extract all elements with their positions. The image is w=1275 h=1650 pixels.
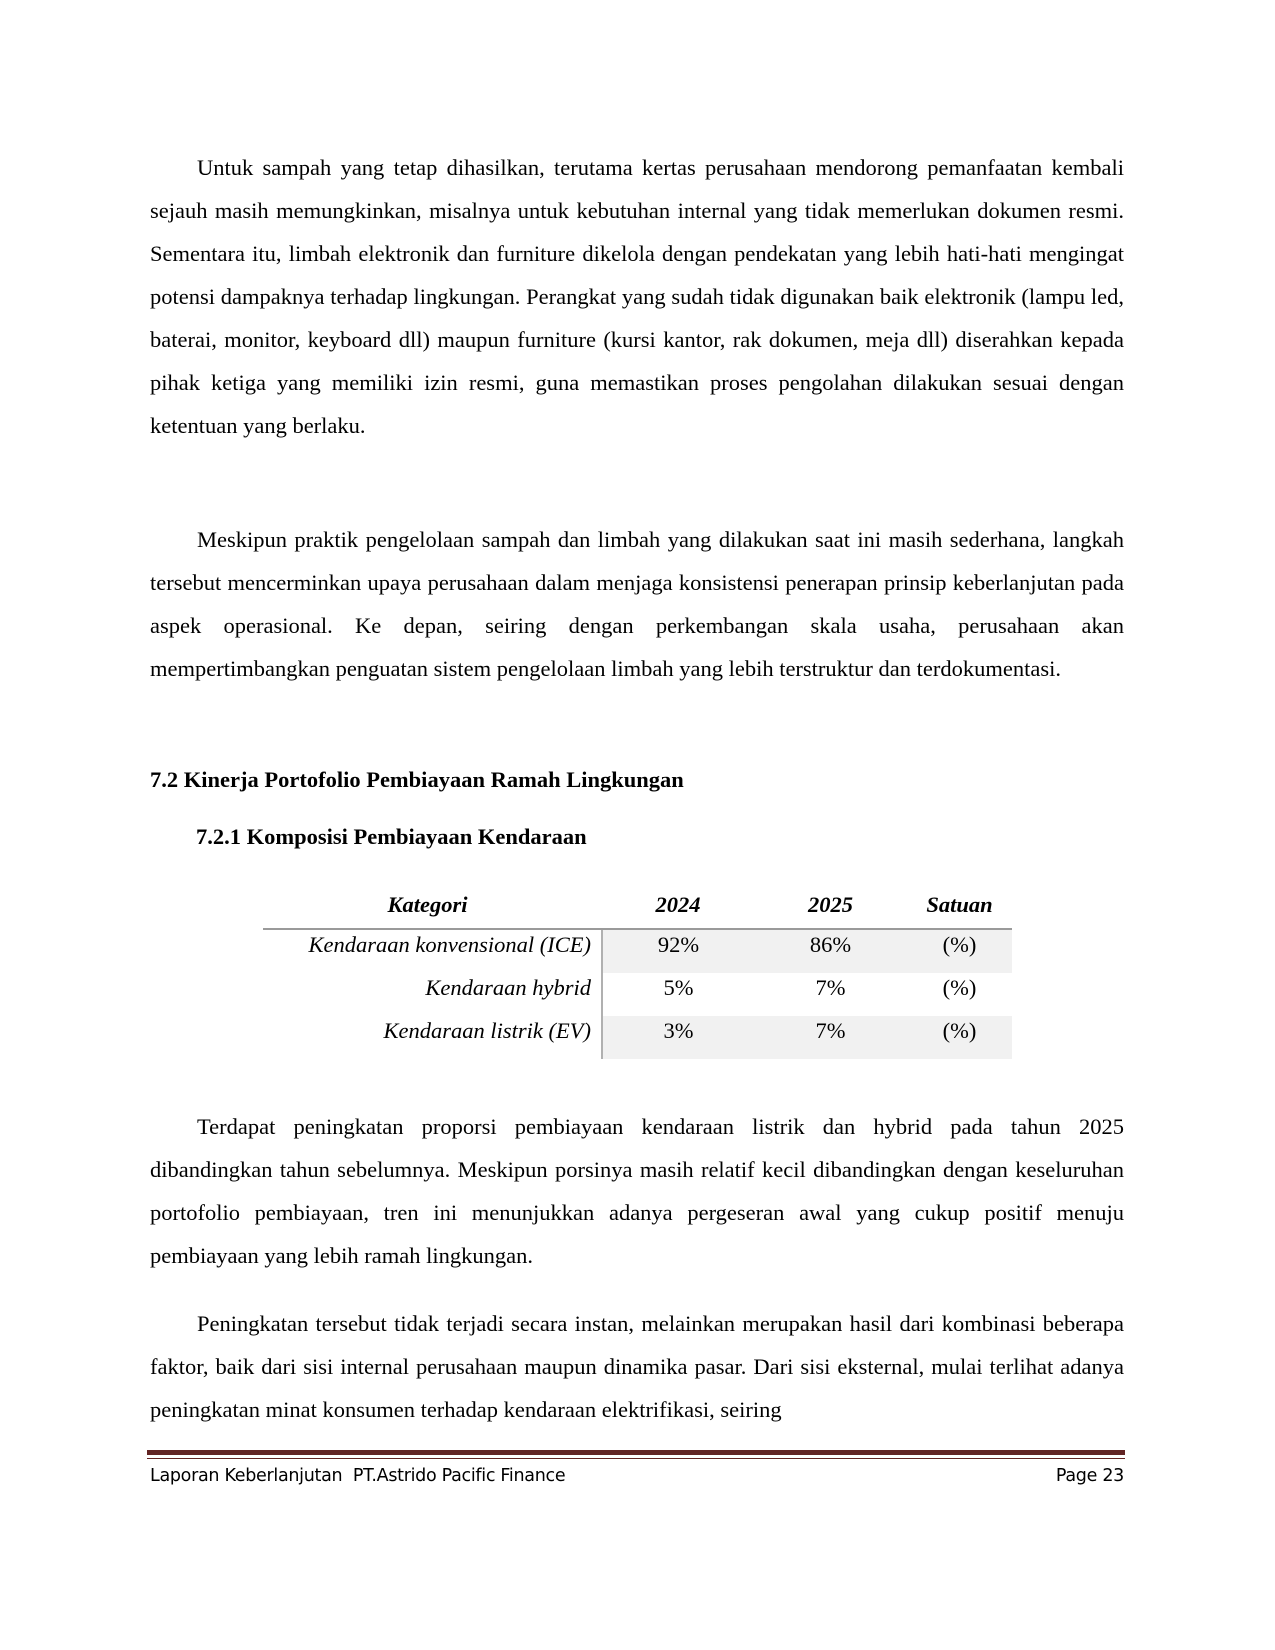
table-row [263, 1016, 1012, 1059]
table-row [263, 929, 1012, 973]
footer-rule [147, 1450, 1125, 1455]
cell-2025: 7% [815, 975, 846, 1000]
column-header-2024: 2024 [602, 882, 754, 929]
row-label: Kendaraan konvensional (ICE) [263, 929, 602, 973]
column-header-kategori: Kategori [263, 882, 602, 929]
column-header-satuan: Satuan [907, 882, 1012, 929]
section-heading: 7.2 Kinerja Portofolio Pembiayaan Ramah Lingkungan [150, 767, 684, 792]
cell-satuan: (%) [907, 929, 1012, 973]
column-header-2025: 2025 [754, 882, 907, 929]
cell-satuan: (%) [942, 975, 977, 1000]
paragraph-waste-reuse: Untuk sampah yang tetap dihasilkan, terutama kertas perusahaan mendorong pemanfaatan kembali sejauh masih memungkinkan, misalnya untuk kebutuhan internal yang tidak memerlukan dokumen resmi. Sementara itu, limbah elektronik dan furniture dikelola dengan pendekatan yang lebih hati-hati mengingat potensi dampaknya terhadap lingkungan. Perangkat yang sudah tidak digunakan baik elektronik (lampu led, baterai, monitor, keyboard dll) maupun furniture (kursi kantor, rak dokumen, meja dll) diserahkan kepada pihak ketiga yang memiliki izin resmi, guna memastikan proses pengolahan dilakukan sesuai dengan ketentuan yang berlaku. [150, 155, 1124, 438]
row-label: Kendaraan listrik (EV) [263, 1016, 602, 1059]
paragraph-contributing-factors: Peningkatan tersebut tidak terjadi secara instan, melainkan merupakan hasil dari kombinasi beberapa faktor, baik dari sisi internal perusahaan maupun dinamika pasar. Dari sisi eksternal, mulai terlihat adanya peningkatan minat konsumen terhadap kendaraan elektrifikasi, seiring [150, 1311, 1124, 1422]
cell-2024: 5% [663, 975, 694, 1000]
footer-report-title: Laporan Keberlanjutan PT.Astrido Pacific Finance [150, 1466, 566, 1486]
footer-rule-thin [147, 1458, 1125, 1459]
cell-2025: 7% [754, 1016, 907, 1059]
cell-2024: 3% [602, 1016, 754, 1059]
footer-page-number: Page 23 [1055, 1466, 1124, 1486]
paragraph-ev-hybrid-trend: Terdapat peningkatan proporsi pembiayaan kendaraan listrik dan hybrid pada tahun 2025 dibandingkan tahun sebelumnya. Meskipun porsinya masih relatif kecil dibandingkan dengan keseluruhan portofolio pembiayaan, tren ini menunjukkan adanya pergeseran awal yang cukup positif menuju pembiayaan yang lebih ramah lingkungan. [150, 1114, 1124, 1268]
subsection-heading: 7.2.1 Komposisi Pembiayaan Kendaraan [196, 824, 587, 849]
table-header-row [263, 882, 1012, 929]
cell-2025: 86% [754, 929, 907, 973]
cell-satuan: (%) [907, 1016, 1012, 1059]
vehicle-financing-composition-table [263, 882, 1012, 1059]
cell-2024: 92% [602, 929, 754, 973]
paragraph-waste-management-outlook: Meskipun praktik pengelolaan sampah dan limbah yang dilakukan saat ini masih sederhana, langkah tersebut mencerminkan upaya perusahaan dalam menjaga konsistensi penerapan prinsip keberlanjutan pada aspek operasional. Ke depan, seiring dengan perkembangan skala usaha, perusahaan akan mempertimbangkan penguatan sistem pengelolaan limbah yang lebih terstruktur dan terdokumentasi. [150, 527, 1124, 681]
row-label: Kendaraan hybrid [263, 973, 602, 1016]
table-row [263, 973, 1012, 1016]
